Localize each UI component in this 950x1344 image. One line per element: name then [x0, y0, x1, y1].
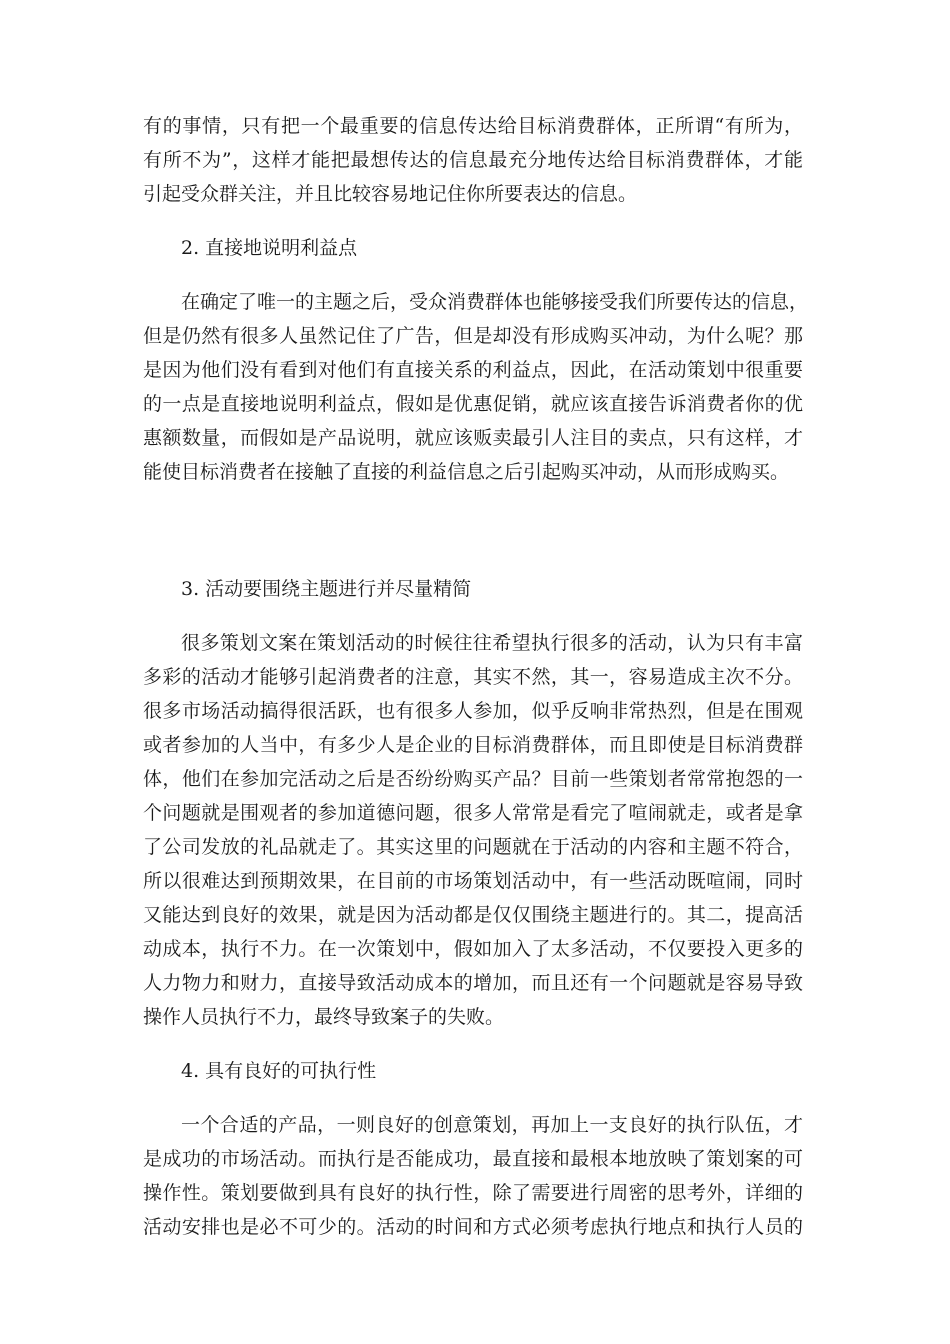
- paragraph-3-line-9: 又能达到良好的效果，就是因为活动都是仅仅围绕主题进行的。其二，提高活: [143, 904, 803, 926]
- paragraph-3-line-3: 很多市场活动搞得很活跃，也有很多人参加，似乎反响非常热烈，但是在围观: [143, 700, 803, 722]
- paragraph-3-line-4: 或者参加的人当中，有多少人是企业的目标消费群体，而且即使是目标消费群: [143, 734, 803, 756]
- paragraph-4-line-2: 是成功的市场活动。而执行是否能成功，最直接和最根本地放映了策划案的可: [143, 1148, 803, 1170]
- section-heading-2: 2. 直接地说明利益点: [181, 237, 358, 259]
- paragraph-1-line-2: 有所不为”，这样才能把最想传达的信息最充分地传达给目标消费群体，才能: [143, 149, 803, 171]
- section-heading-3: 3. 活动要围绕主题进行并尽量精简: [181, 578, 472, 600]
- paragraph-3-line-2: 多彩的活动才能够引起消费者的注意，其实不然，其一，容易造成主次不分。: [143, 666, 803, 688]
- paragraph-3-line-6: 个问题就是围观者的参加道德问题，很多人常常是看完了喧闹就走，或者是拿: [143, 802, 803, 824]
- section-heading-4: 4. 具有良好的可执行性: [181, 1060, 377, 1082]
- paragraph-3-line-5: 体，他们在参加完活动之后是否纷纷购买产品？目前一些策划者常常抱怨的一: [143, 768, 803, 790]
- paragraph-4-line-4: 活动安排也是必不可少的。活动的时间和方式必须考虑执行地点和执行人员的: [143, 1216, 803, 1238]
- paragraph-2-line-5: 惠额数量，而假如是产品说明，就应该贩卖最引人注目的卖点，只有这样，才: [143, 427, 803, 449]
- paragraph-3-line-11: 人力物力和财力，直接导致活动成本的增加，而且还有一个问题就是容易导致: [143, 972, 803, 994]
- paragraph-3-line-7: 了公司发放的礼品就走了。其实这里的问题就在于活动的内容和主题不符合，: [143, 836, 803, 858]
- paragraph-3-line-8: 所以很难达到预期效果，在目前的市场策划活动中，有一些活动既喧闹，同时: [143, 870, 803, 892]
- paragraph-2-line-6: 能使目标消费者在接触了直接的利益信息之后引起购买冲动，从而形成购买。: [143, 461, 790, 483]
- paragraph-2-line-4: 的一点是直接地说明利益点，假如是优惠促销，就应该直接告诉消费者你的优: [143, 393, 803, 415]
- paragraph-3-line-12: 操作人员执行不力，最终导致案子的失败。: [143, 1006, 505, 1028]
- paragraph-4-line-1: 一个合适的产品，一则良好的创意策划，再加上一支良好的执行队伍，才: [181, 1114, 803, 1136]
- paragraph-3-line-10: 动成本，执行不力。在一次策划中，假如加入了太多活动，不仅要投入更多的: [143, 938, 803, 960]
- paragraph-1-line-1: 有的事情，只有把一个最重要的信息传达给目标消费群体，正所谓“有所为，: [143, 115, 803, 137]
- paragraph-3-line-1: 很多策划文案在策划活动的时候往往希望执行很多的活动，认为只有丰富: [181, 632, 803, 654]
- paragraph-1-line-3: 引起受众群关注，并且比较容易地记住你所要表达的信息。: [143, 183, 638, 205]
- paragraph-2-line-1: 在确定了唯一的主题之后，受众消费群体也能够接受我们所要传达的信息，: [181, 291, 809, 313]
- paragraph-4-line-3: 操作性。策划要做到具有良好的执行性，除了需要进行周密的思考外，详细的: [143, 1182, 803, 1204]
- paragraph-2-line-3: 是因为他们没有看到对他们有直接关系的利益点，因此，在活动策划中很重要: [143, 359, 803, 381]
- paragraph-2-line-2: 但是仍然有很多人虽然记住了广告，但是却没有形成购买冲动，为什么呢？那: [143, 325, 803, 347]
